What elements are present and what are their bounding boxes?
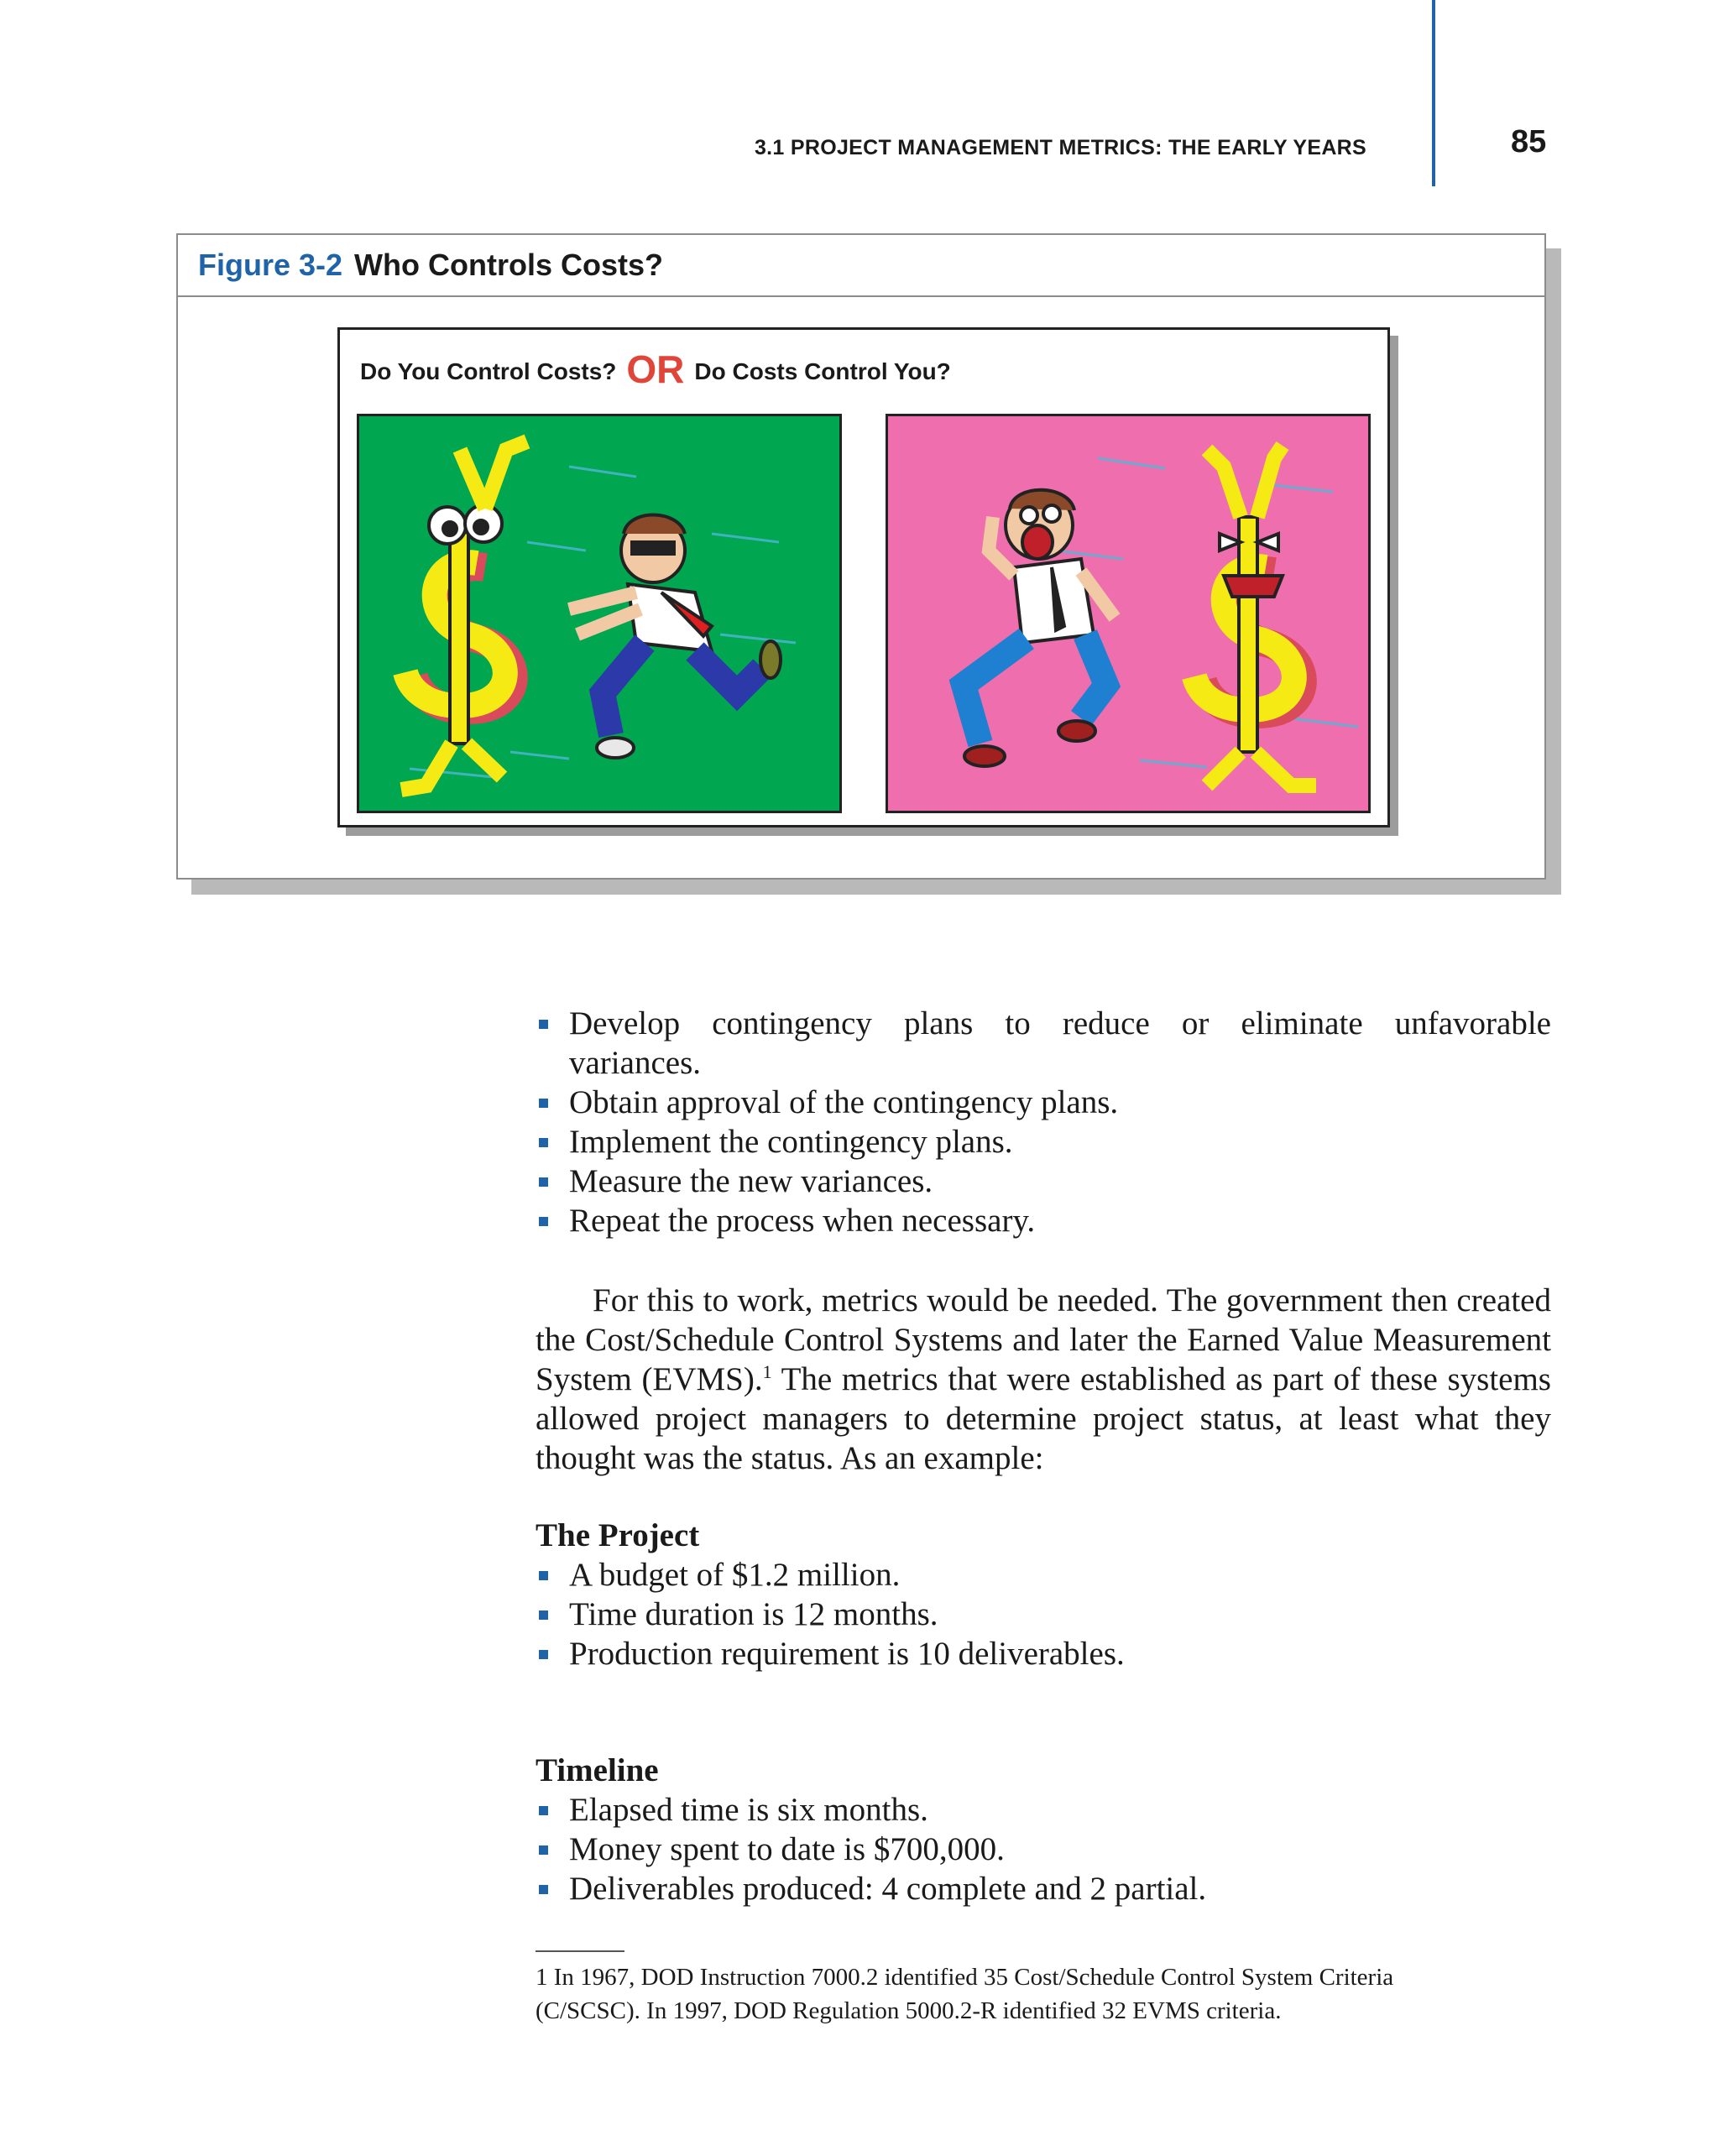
footnote-line: 1 In 1967, DOD Instruction 7000.2 identified 35 Cost/Schedule Control System Criteria [536,1964,1394,1991]
footnote-ref: 1 [762,1361,772,1382]
footnote-line: (C/SCSC). In 1997, DOD Regulation 5000.2-R identified 32 EVMS criteria. [536,1997,1282,2024]
list-item: Deliverables produced: 4 complete and 2 partial. [536,1869,1551,1908]
scene-man-chasing-dollar [357,414,842,813]
body-paragraph [536,1281,1551,1478]
list-item: Obtain approval of the contingency plans. [536,1083,1551,1122]
paragraph-text-before: For this to work, metrics would be needed. The government then created the Cost/Schedule Control Systems and later the Earned Value Measurement System (EVMS). [536,1282,1551,1397]
timeline-section [536,1751,1551,1908]
heading-left: Do You Control Costs? [360,358,617,384]
footnote-divider [536,1950,624,1952]
bullet-list-steps [536,1004,1551,1240]
panel-heading [360,347,951,392]
cartoon-chase-illustration [888,416,1368,811]
list-item: Measure the new variances. [536,1162,1551,1201]
project-heading: The Project [536,1517,700,1553]
figure-title: Who Controls Costs? [354,248,664,282]
list-item: Repeat the process when necessary. [536,1201,1551,1240]
page-number: 85 [1511,124,1547,159]
figure-box [176,233,1546,880]
running-head: 3.1 PROJECT MANAGEMENT METRICS: THE EARLY YEARS [754,136,1366,159]
scene-dollar-chasing-man [886,414,1371,813]
footnote [536,1960,1568,2028]
figure-caption [178,235,1544,297]
list-item: A budget of $1.2 million. [536,1555,1551,1595]
figure-label: Figure 3-2 [198,248,343,282]
list-item-line: Develop contingency plans to reduce or eliminate unfavorable [569,1005,1551,1041]
list-item: Production requirement is 10 deliverables. [536,1634,1551,1673]
list-item-line: variances. [569,1045,701,1081]
header-vertical-rule [1432,0,1435,186]
timeline-heading: Timeline [536,1752,659,1788]
paragraph-text-after: The metrics that were established as part of these systems allowed project managers to determine project status, at least what they thought was the status. As an example: [536,1361,1551,1476]
project-section [536,1516,1551,1673]
list-item: Implement the contingency plans. [536,1122,1551,1162]
cartoon-panel [337,327,1390,827]
heading-right: Do Costs Control You? [694,358,951,384]
heading-or: OR [626,347,685,391]
list-item: Time duration is 12 months. [536,1595,1551,1634]
list-item [536,1004,1551,1083]
list-item: Money spent to date is $700,000. [536,1830,1551,1869]
cartoon-chase-illustration [359,416,839,811]
list-item: Elapsed time is six months. [536,1790,1551,1830]
